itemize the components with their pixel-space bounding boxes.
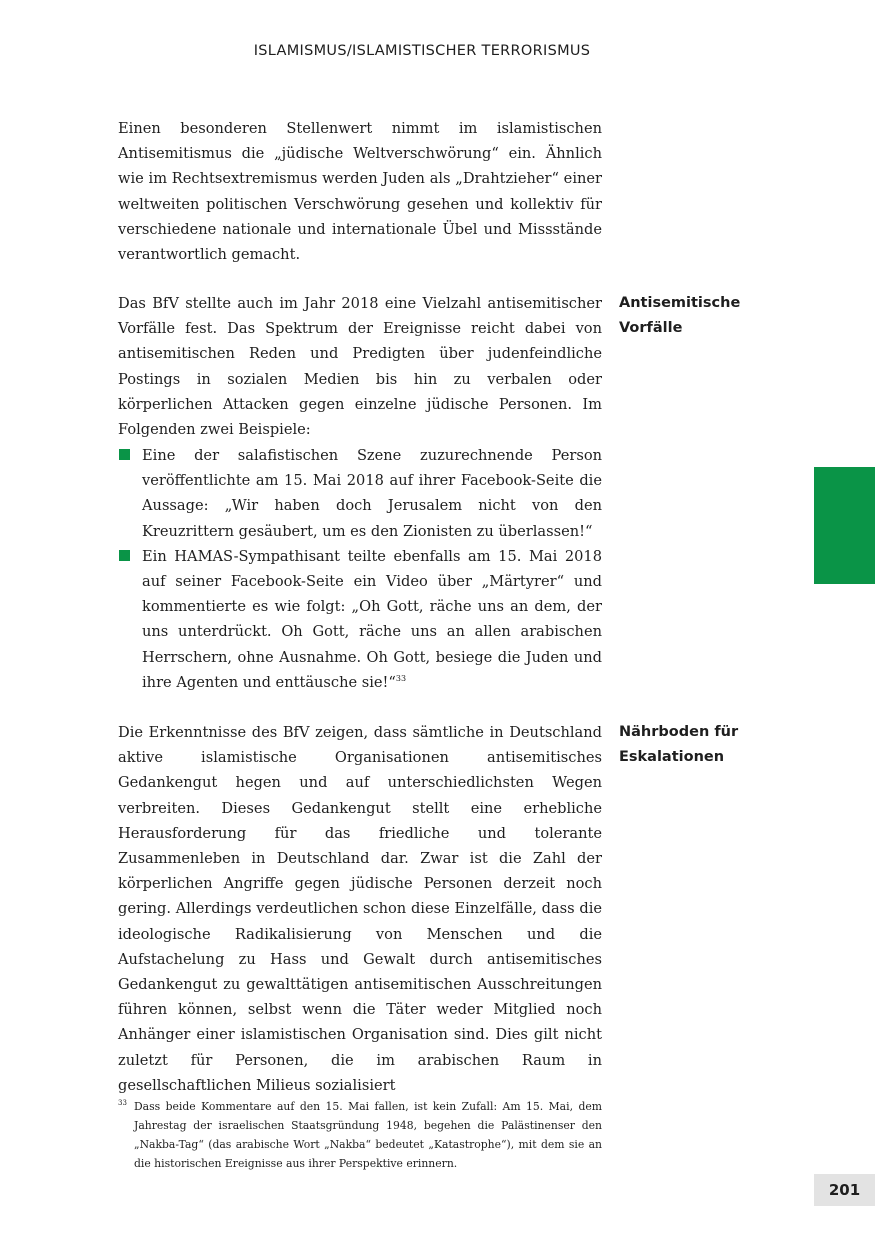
square-bullet-icon [119, 449, 130, 460]
list-item [118, 544, 602, 695]
running-header: ISLAMISMUS/ISLAMISTISCHER TERRORISMUS [253, 43, 591, 59]
chapter-side-tab [814, 467, 875, 584]
margin-note-antisemitische-vorfaelle [619, 291, 789, 341]
list-item-text: Ein HAMAS-Sympathisant teilte ebenfalls am 15. Mai 2018 auf seiner Facebook-Seite ein Video über „Märtyrer“ und kommentierte es wie folgt: „Oh Gott, räche uns an dem, der uns unterdrückt. Oh Gott, räche uns an allen arabischen Herrschern, ohne Ausnahme. Oh Gott, besiege die Juden und ihre Agenten und enttäusche sie!“ [142, 547, 602, 691]
list-item [118, 443, 602, 544]
margin-note-line: Vorfälle [619, 320, 683, 336]
margin-note-line: Antisemitische [619, 295, 741, 311]
footnote-reference[interactable]: 33 [395, 673, 407, 683]
paragraph-vorfaelle: Das BfV stellte auch im Jahr 2018 eine Vielzahl antisemitischer Vorfälle fest. Das Spektrum der Ereignisse reicht dabei von antisemitischen Reden und Predigten über judenfeindliche Postings in sozialen Medien bis hin zu verbalen oder körperlichen Attacken gegen einzelne jüdische Personen. Im Folgenden zwei Beispiele: [118, 295, 602, 439]
paragraph-weltverschwoerung: Einen besonderen Stellenwert nimmt im islamistischen Antisemitismus die „jüdische Weltverschwörung“ ein. Ähnlich wie im Rechtsextremismus werden Juden als „Drahtzieher“ einer weltweiten politischen Verschwörung gesehen und kollektiv für verschiedene nationale und internationale Übel und Missstände verantwortlich gemacht. [118, 120, 602, 264]
footnote-text: Dass beide Kommentare auf den 15. Mai fallen, ist kein Zufall: Am 15. Mai, dem Jahrestag der israelischen Staatsgründung 1948, begehen die Palästinenser den „Nakba-Tag“ (das arabische Wort „Nakba“ bedeutet „Katastrophe“), mit dem sie an die historischen Ereignisse aus ihrer Perspektive erinnern. [134, 1100, 602, 1170]
example-list [118, 443, 602, 695]
margin-note-line: Nährboden für [619, 724, 739, 740]
list-item-text: Eine der salafistischen Szene zuzurechnende Person veröffentlichte am 15. Mai 2018 auf ihrer Facebook-Seite die Aussage: „Wir haben doch Jerusalem nicht von den Kreuzrittern gesäubert, um es den Zionisten zu überlassen!“ [142, 447, 602, 540]
footnote [118, 1097, 602, 1173]
footnote-number: 33 [118, 1099, 127, 1107]
margin-note-naehrboden [619, 720, 789, 770]
page-number: 201 [814, 1174, 875, 1206]
square-bullet-icon [119, 550, 130, 561]
margin-note-line: Eskalationen [619, 749, 725, 765]
paragraph-erkenntnisse: Die Erkenntnisse des BfV zeigen, dass sämtliche in Deutschland aktive islamistische Organisationen antisemitisches Gedankengut hegen und auf unterschiedlichsten Wegen verbreiten. Dieses Gedankengut stellt eine erhebliche Herausforderung für das friedliche und tolerante Zusammenleben in Deutschland dar. Zwar ist die Zahl der körperlichen Angriffe gegen jüdische Personen derzeit noch gering. Allerdings verdeutlichen schon diese Einzelfälle, dass die ideologische Radikalisierung von Menschen und die Aufstachelung zu Hass und Gewalt durch antisemitisches Gedankengut zu gewalttätigen antisemitischen Ausschreitungen führen können, selbst wenn die Täter weder Mitglied noch Anhänger einer islamistischen Organisation sind. Dies gilt nicht zuletzt für Personen, die im arabischen Raum in gesellschaftlichen Milieus sozialisiert [118, 724, 602, 1094]
